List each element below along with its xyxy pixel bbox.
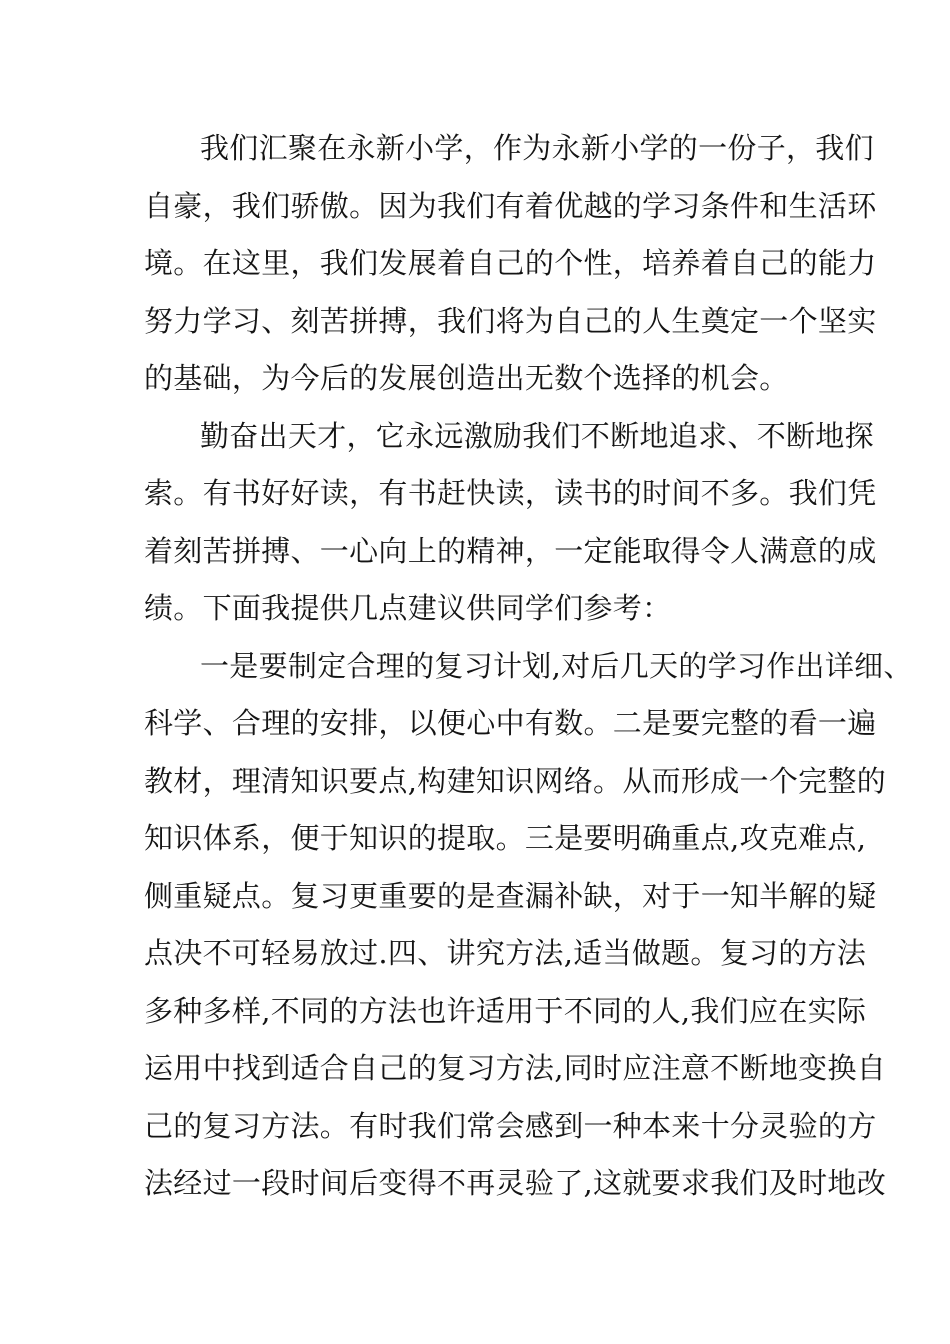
text-line: 着刻苦拼搏、一心向上的精神，一定能取得令人满意的成: [144, 533, 877, 568]
text-line: 法经过一段时间后变得不再灵验了,这就要求我们及时地改: [144, 1166, 887, 1200]
paragraph-3: [144, 638, 913, 1213]
text-line: 努力学习、刻苦拼搏，我们将为自己的人生奠定一个坚实: [144, 303, 877, 338]
text-line: 一是要制定合理的复习计划,对后几天的学习作出详细、: [200, 648, 913, 683]
text-line: 点决不可轻易放过.四、讲究方法,适当做题。复习的方法: [144, 936, 867, 970]
paragraph-1: [144, 120, 877, 408]
paragraph-2: [144, 408, 877, 638]
text-line: 运用中找到适合自己的复习方法,同时应注意不断地变换自: [144, 1051, 887, 1085]
text-line: 自豪，我们骄傲。因为我们有着优越的学习条件和生活环: [144, 188, 877, 223]
text-line: 多种多样,不同的方法也许适用于不同的人,我们应在实际: [144, 993, 867, 1028]
text-line: 科学、合理的安排，以便心中有数。二是要完整的看一遍: [144, 706, 877, 740]
text-line: 我们汇聚在永新小学，作为永新小学的一份子，我们: [200, 131, 874, 165]
text-line: 己的复习方法。有时我们常会感到一种本来十分灵验的方: [144, 1108, 877, 1143]
text-line: 侧重疑点。复习更重要的是查漏补缺，对于一知半解的疑: [144, 878, 877, 913]
text-line: 勤奋出天才，它永远激励我们不断地追求、不断地探: [200, 418, 874, 453]
text-line: 知识体系，便于知识的提取。三是要明确重点,攻克难点,: [144, 821, 867, 855]
text-line: 境。在这里，我们发展着自己的个性，培养着自己的能力: [144, 246, 877, 280]
text-line: 的基础，为今后的发展创造出无数个选择的机会。: [144, 361, 789, 395]
body-text: [144, 120, 913, 1213]
text-line: 索。有书好好读，有书赶快读，读书的时间不多。我们凭: [144, 476, 877, 510]
text-line: 教材，理清知识要点,构建知识网络。从而形成一个完整的: [144, 763, 887, 798]
text-line: 绩。下面我提供几点建议供同学们参考：: [144, 591, 672, 625]
